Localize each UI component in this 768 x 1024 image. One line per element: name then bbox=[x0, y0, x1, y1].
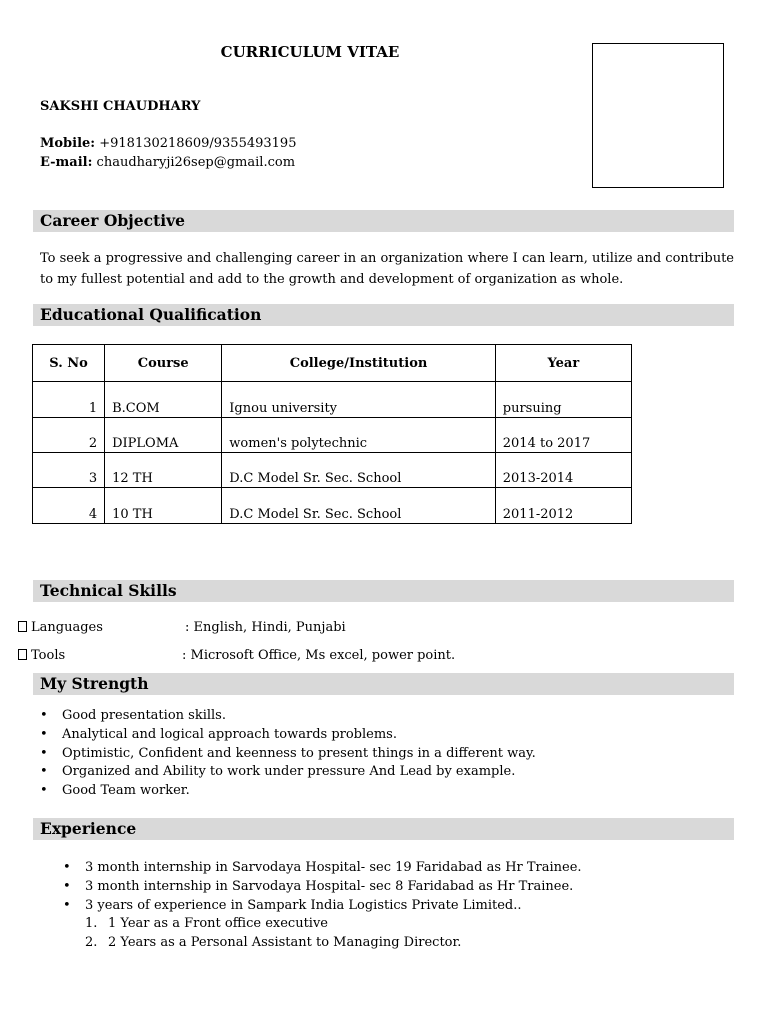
document-title: CURRICULUM VITAE bbox=[220, 43, 400, 61]
list-item: 2. 2 Years as a Personal Assistant to Managing Director. bbox=[85, 934, 462, 950]
cell-institution: women's polytechnic bbox=[222, 418, 495, 453]
strength-heading-text: My Strength bbox=[40, 674, 149, 693]
box-bullet-icon bbox=[18, 621, 27, 632]
skill-languages-label: Languages bbox=[18, 620, 103, 635]
list-item: • Analytical and logical approach towards problems. bbox=[62, 726, 536, 745]
strength-list bbox=[40, 707, 536, 801]
skill-tools-value: : Microsoft Office, Ms excel, power point. bbox=[182, 648, 456, 663]
list-item: • 3 month internship in Sarvodaya Hospital- sec 19 Faridabad as Hr Trainee. bbox=[85, 859, 582, 878]
table-row bbox=[33, 382, 632, 418]
column-header: S. No bbox=[33, 345, 105, 382]
photo-placeholder bbox=[592, 43, 724, 188]
list-item: • Good presentation skills. bbox=[62, 707, 536, 726]
cell-sno: 3 bbox=[33, 453, 105, 488]
career-objective-heading-text: Career Objective bbox=[40, 211, 185, 230]
strength-heading bbox=[33, 673, 734, 695]
bullet-icon: • bbox=[40, 783, 48, 799]
cell-institution: D.C Model Sr. Sec. School bbox=[222, 488, 495, 524]
education-table bbox=[32, 344, 632, 524]
cell-institution: D.C Model Sr. Sec. School bbox=[222, 453, 495, 488]
cell-year: 2011-2012 bbox=[495, 488, 631, 524]
mobile-line bbox=[40, 136, 296, 151]
experience-heading bbox=[33, 818, 734, 840]
email-value: chaudharyji26sep@gmail.com bbox=[92, 155, 296, 170]
cell-year: pursuing bbox=[495, 382, 631, 418]
bullet-icon: • bbox=[63, 897, 71, 913]
list-item: • 3 years of experience in Sampark India Logistics Private Limited.. bbox=[85, 897, 582, 916]
bullet-icon: • bbox=[63, 860, 71, 875]
experience-list bbox=[63, 859, 582, 915]
cell-sno: 2 bbox=[33, 418, 105, 453]
list-item: • Optimistic, Confident and keenness to present things in a different way. bbox=[62, 745, 536, 764]
mobile-value: +918130218609/9355493195 bbox=[95, 136, 297, 151]
technical-skills-heading-text: Technical Skills bbox=[40, 581, 177, 600]
candidate-name: SAKSHI CHAUDHARY bbox=[40, 99, 201, 114]
cell-course: B.COM bbox=[105, 382, 222, 418]
column-header: Course bbox=[105, 345, 222, 382]
column-header: College/Institution bbox=[222, 345, 495, 382]
education-heading-text: Educational Qualification bbox=[40, 305, 262, 324]
bullet-icon: • bbox=[40, 745, 48, 761]
cell-course: 10 TH bbox=[105, 488, 222, 524]
list-item: • 3 month internship in Sarvodaya Hospital- sec 8 Faridabad as Hr Trainee. bbox=[85, 878, 582, 897]
skill-tools-label: Tools bbox=[18, 648, 65, 663]
experience-heading-text: Experience bbox=[40, 819, 137, 838]
table-row bbox=[33, 453, 632, 488]
cell-sno: 1 bbox=[33, 382, 105, 418]
career-objective-heading bbox=[33, 210, 734, 232]
cell-institution: Ignou university bbox=[222, 382, 495, 418]
skill-languages-value: : English, Hindi, Punjabi bbox=[185, 620, 346, 635]
cell-year: 2014 to 2017 bbox=[495, 418, 631, 453]
bullet-icon: • bbox=[40, 764, 48, 780]
career-objective-text: To seek a progressive and challenging career in an organization where I can learn, utilize and contribute to my fullest potential and add to the growth and development of organization as whole. bbox=[40, 251, 734, 287]
bullet-icon: • bbox=[63, 878, 71, 894]
cell-course: 12 TH bbox=[105, 453, 222, 488]
table-row bbox=[33, 488, 632, 524]
list-item: • Good Team worker. bbox=[62, 782, 536, 801]
email-line bbox=[40, 155, 295, 170]
technical-skills-heading bbox=[33, 580, 734, 602]
list-item: • Organized and Ability to work under pressure And Lead by example. bbox=[62, 763, 536, 782]
mobile-label: Mobile: bbox=[40, 136, 96, 151]
table-row bbox=[33, 418, 632, 453]
box-bullet-icon bbox=[18, 649, 27, 660]
bullet-icon: • bbox=[40, 708, 48, 723]
cell-course: DIPLOMA bbox=[105, 418, 222, 453]
education-heading bbox=[33, 304, 734, 326]
table-header-row bbox=[33, 345, 632, 382]
cell-year: 2013-2014 bbox=[495, 453, 631, 488]
list-item: 1. 1 Year as a Front office executive bbox=[85, 916, 328, 931]
email-label: E-mail: bbox=[40, 155, 93, 170]
bullet-icon: • bbox=[40, 726, 48, 742]
cell-sno: 4 bbox=[33, 488, 105, 524]
experience-sub-list bbox=[85, 915, 462, 953]
column-header: Year bbox=[495, 345, 631, 382]
